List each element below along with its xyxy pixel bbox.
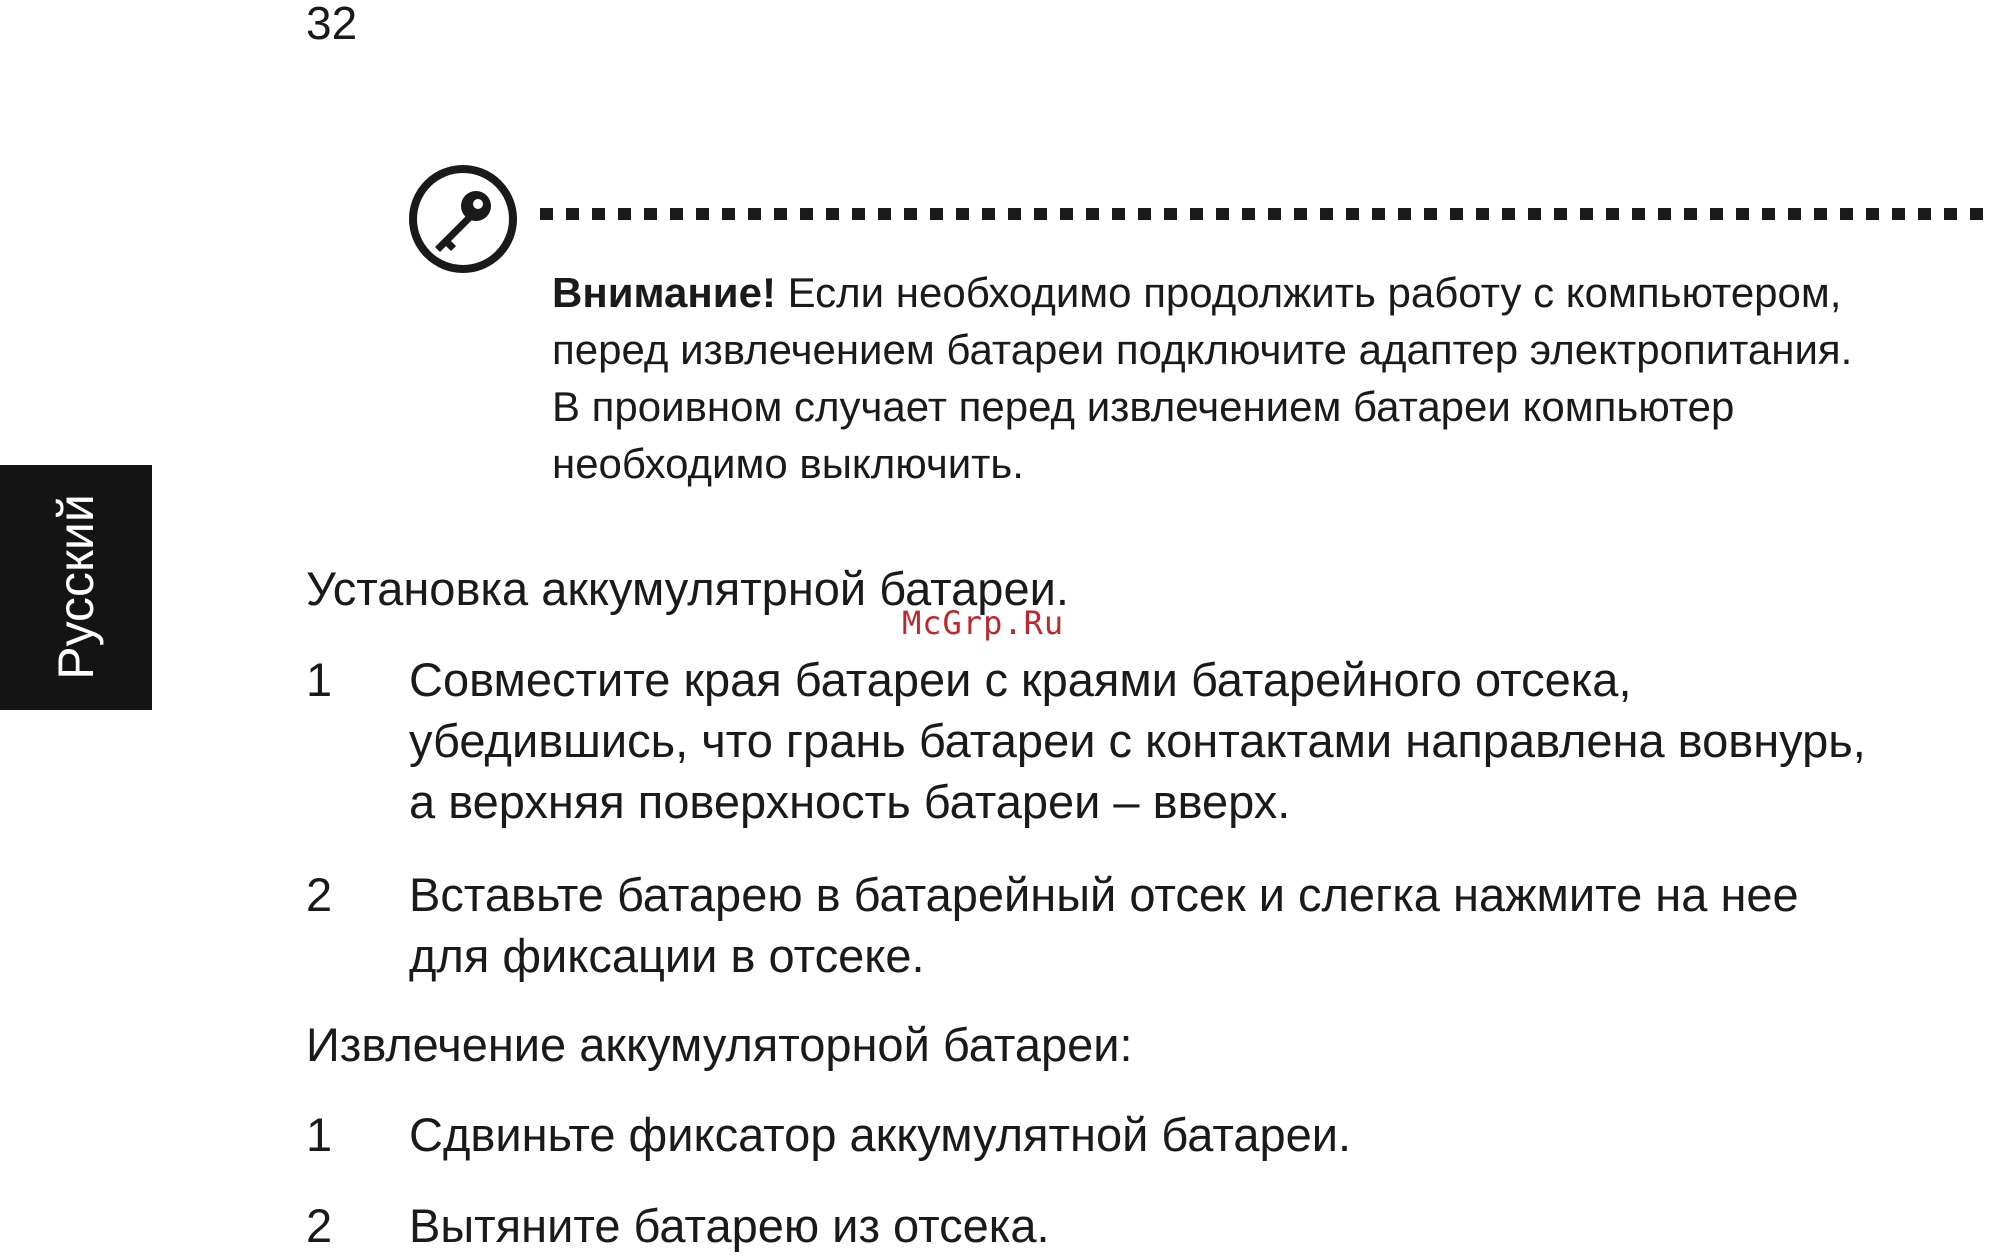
- step-text: [409, 864, 1989, 986]
- warning-note: [552, 264, 1972, 492]
- step-line: убедившись, что грань батареи с контактами направлена вовнурь,: [409, 714, 1866, 767]
- note-line-4: необходимо выключить.: [552, 440, 1024, 487]
- step-line: для фиксации в отсеке.: [409, 929, 925, 982]
- step-line: а верхняя поверхность батареи – вверх.: [409, 775, 1291, 828]
- page-number: 32: [306, 0, 358, 49]
- language-side-tab: [0, 465, 152, 710]
- step-number: 1: [306, 1108, 333, 1161]
- step-number: 2: [306, 1199, 333, 1252]
- step-number: 1: [306, 653, 333, 706]
- step-text: Вытяните батарею из отсека.: [409, 1199, 1050, 1252]
- note-lead: Внимание!: [552, 269, 776, 316]
- note-line-2: перед извлечением батареи подключите адаптер электропитания.: [552, 326, 1853, 373]
- install-heading: Установка аккумулятрной батареи.: [306, 562, 1069, 615]
- remove-heading: Извлечение аккумуляторной батареи:: [306, 1018, 1133, 1071]
- note-text: Если необходимо продолжить работу с компьютером,: [775, 269, 1842, 316]
- note-line-3: В проивном случает перед извлечением батареи компьютер: [552, 383, 1735, 430]
- step-line: Вставьте батарею в батарейный отсек и слегка нажмите на нее: [409, 868, 1799, 921]
- step-text: [409, 649, 1989, 832]
- step-number: 2: [306, 868, 333, 921]
- note-line-1: [552, 264, 1972, 321]
- step-text: Сдвиньте фиксатор аккумулятной батареи.: [409, 1108, 1352, 1161]
- step-line: Совместите края батареи с краями батарейного отсека,: [409, 653, 1632, 706]
- side-tab-label: Русский: [48, 494, 104, 680]
- watermark: McGrp.Ru: [902, 604, 1065, 642]
- key-icon: [407, 163, 519, 275]
- note-separator: [540, 208, 1990, 220]
